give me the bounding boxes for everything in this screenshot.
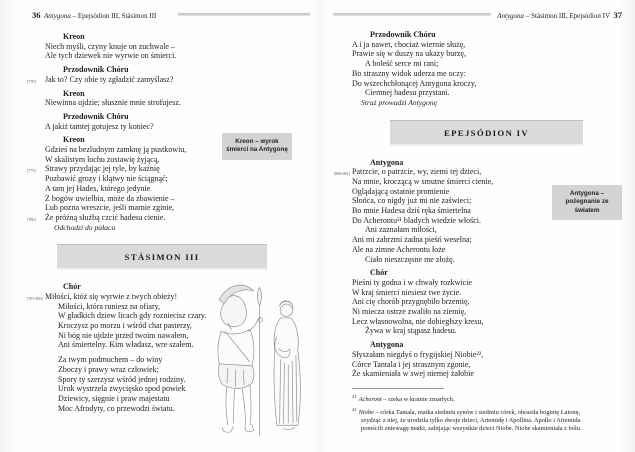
verse-line: Niech myśli, czyny knuje on zuchwale –	[45, 41, 175, 51]
right-running-title: Antygona	[497, 12, 525, 20]
verse-line: A jakiż tamtej gotujesz ty koniec?	[45, 121, 154, 131]
footnote-number: 22	[352, 406, 357, 412]
speaker-name: Przodownik Chóru	[370, 30, 436, 39]
verse-line: Żywa w kraj stąpasz hadesu.	[365, 326, 457, 336]
speaker-name: Chór	[370, 268, 388, 278]
verse-line: Lecz własnowolna, nie dobiegłszy kresu,	[352, 316, 484, 326]
sandals	[223, 424, 254, 432]
verse-line: Ani zaznałam miłości,	[365, 225, 437, 235]
speech-block	[352, 268, 552, 336]
margin-note-antygona: Antygona – pożegnanie ze światem	[552, 185, 622, 220]
verse-line: A i ja nawet, chociaż wiernie służę,	[352, 39, 466, 49]
footnote-term: Acheront	[358, 396, 382, 404]
verse-line: W gładkich dziew licach gdy rozniecisz czary.	[58, 311, 207, 321]
verse-line: [775] Strawy przydając jej tyle, by kaźnię	[45, 164, 230, 174]
speaker-name: Kreon	[63, 32, 85, 41]
right-page-verse-column	[334, 26, 552, 379]
speaker-name: Przodownik Chóru	[63, 111, 129, 121]
left-page-number: 36	[32, 10, 41, 20]
right-running-subtitle: – Stásimon III, Epejsódion IV	[524, 12, 610, 20]
verse-line: Słońca, co nigdy już mi nie zaświeci;	[352, 196, 472, 206]
verse-line: Moc Afrodyty, co przewodzi światu.	[58, 403, 175, 413]
right-page-header	[497, 10, 622, 20]
speaker-name: Antygona	[370, 157, 404, 167]
verse-line: Ani cię chorób przygnębiło brzemię,	[352, 297, 470, 307]
verse-line: Na mnie, kroczącą w smutne śmierci cienie,	[352, 176, 494, 186]
footnote: $^{22}$ Niobe – córka Tantala, matka siedmiu synów i siedmiu córek, obraziła boginię Latonę, szydząc z niej, że urodziła tylko dwoje dzieci, Artemidę i Apollina. Apollo i Artemida pomścili zniewagę matki, zabijając wszystkie dzieci Niobe. Niobe skamieniała z bólu.	[352, 406, 582, 433]
footnote-divider	[352, 388, 444, 389]
verse-line: Ciało nieszczęsne me złożę.	[365, 254, 455, 264]
stage-direction: Odchodzi do pałacu	[54, 222, 116, 232]
verse-line: Gdzieś na bezludnym zamknę ją pustkowiu,	[45, 145, 187, 155]
verse-line: W skalistym lochu zostawię żyjącą,	[45, 154, 160, 164]
verse-line: [780] Że próżną służbą czcić hadesu cienie.	[45, 213, 230, 223]
verse-line: [781-805] Miłości, któż się wyrwie z twych obieży!	[45, 292, 230, 302]
verse-line: A boleść serce mi rani;	[365, 59, 439, 69]
verse-line: Pieśni ty godna i w chwały rozkwicie	[352, 277, 472, 287]
woman-head	[280, 304, 292, 316]
verse-line: Ni miecza ostrze zwaliło na ziemię,	[352, 307, 467, 317]
spearhead	[257, 287, 261, 305]
verse-line: Dziewicy, sięgnie i praw majestatu	[58, 393, 170, 403]
speaker-name: Kreon	[63, 88, 85, 98]
verse-line: [806-881] Patrzcie, o patrzcie, wy, ziemi tej dzieci,	[352, 167, 552, 177]
verse-line: Urok wystrzela zwycięsko spod powiek	[58, 384, 186, 394]
tunic	[218, 364, 254, 389]
section-header: STÁSIMON III	[57, 244, 267, 270]
speaker-name: Chór	[63, 282, 81, 292]
footnote-number: 21	[352, 394, 357, 399]
speaker-name: Przodownik Chóru	[63, 65, 129, 75]
footnote-term: Niobe	[358, 408, 374, 416]
speech-block	[352, 340, 552, 379]
verse-line: Do Acherontu²¹ bladych wiedzie włości.	[352, 215, 481, 225]
verse-line: Miłości, która runiesz na ofiary,	[58, 301, 161, 311]
line-number: [770]	[27, 78, 36, 84]
line-number: [775]	[27, 168, 36, 174]
footnote: $^{21}$ Acheront – rzeka w krainie zmarłych.	[352, 394, 455, 404]
left-page-header	[32, 10, 156, 20]
right-page-number: 37	[613, 10, 622, 20]
verse-line: A tam jej Hades, którego jedynie	[45, 183, 151, 193]
verse-line: Ni bóg nie ujdzie przed twoim nawałem,	[58, 330, 189, 340]
speech-block	[45, 112, 230, 131]
verse-line: Że skamieniała w swej niemej żałobie	[352, 369, 474, 379]
verse-line: Za twym podmuchem – do winy	[58, 355, 163, 365]
speech-block	[27, 65, 230, 84]
verse-line: Spory ty szerzysz wśród jednej rodziny.	[58, 374, 186, 384]
verse-line: Ani mi zabrzmi żadna pieśń weselna;	[352, 235, 472, 245]
section-header: EPEJSÓDION IV	[390, 120, 583, 146]
verse-line: Bo straszny widok uderza me oczy:	[352, 68, 466, 78]
line-number: [806-881]	[334, 171, 350, 177]
left-header-rule	[178, 13, 310, 16]
verse-line: Lub pozna wreszcie, jeśli marnie zginie,	[45, 203, 175, 213]
verse-line: Kroczysz po morzu i wśród chat pasterzy,	[58, 321, 192, 331]
speech-block	[45, 89, 230, 108]
verse-line: Bo mnie Hadesa dziś ręka śmiertelna	[352, 206, 471, 216]
verse-line: Z bogów uwielbia, może da zbawienie –	[45, 193, 175, 203]
verse-line: Pozbawić grozy i klątwy nie ściągnąć;	[45, 174, 168, 184]
verse-line: Ciemnej hadesu przystani.	[365, 88, 450, 98]
verse-line: Niewinna ujdzie; słusznie mnie strofujesz.	[45, 98, 181, 108]
right-header-rule	[333, 13, 491, 16]
stage-direction: Straż prowadzi Antygonę	[361, 97, 437, 107]
left-running-title: Antygona	[44, 12, 71, 20]
verse-line: Ani śmiertelny. Kim władasz, wre szałem.	[58, 340, 194, 350]
verse-line: Zboczy i prawy wraz człowiek;	[58, 364, 159, 374]
speech-block	[334, 157, 552, 265]
verse-line: Do wszechchłonącej Antygona kroczy,	[352, 78, 477, 88]
verse-line: Ale tych dziewek nie wyrwie on śmierci.	[45, 51, 177, 61]
line-number: [781-805]	[27, 295, 43, 301]
left-running-subtitle: – Epejsódion III, Stásimon III	[70, 12, 157, 20]
verse-line: [770] Jak to? Czy obie ty zgładzić zamyślasz?	[45, 75, 230, 85]
footnotes-block	[352, 388, 600, 435]
speaker-name: Antygona	[370, 340, 404, 350]
illustration-warrior-and-woman	[202, 276, 317, 448]
verse-line: W kraj śmierci niesiesz twe życie.	[352, 287, 462, 297]
verse-line: Słyszałam niegdyś o frygijskiej Niobie²²,	[352, 349, 484, 359]
woman-sandal	[283, 427, 295, 429]
speech-block	[27, 135, 230, 232]
line-number: [780]	[27, 216, 36, 222]
verse-line: Córce Tantala i jej strasznym zgonie,	[352, 359, 471, 369]
speech-block	[352, 30, 552, 108]
speech-block	[45, 32, 230, 61]
margin-note-kreon: Kreon – wyrok śmierci na Antygonę	[222, 133, 292, 160]
verse-line: Prawie się w duszy na ukazy burzę,	[352, 49, 466, 59]
verse-line: Ale na zimne Acherontu łoże	[352, 244, 446, 254]
verse-line: Oglądającą ostatnie promienie	[352, 186, 450, 196]
speaker-name: Kreon	[63, 135, 85, 145]
